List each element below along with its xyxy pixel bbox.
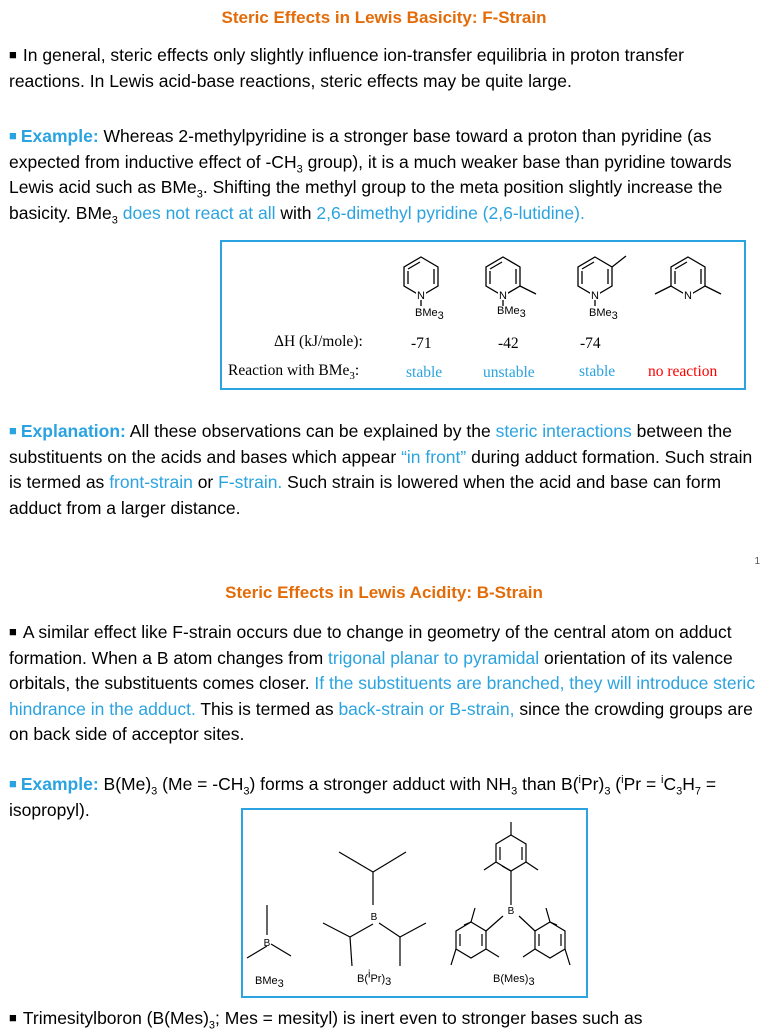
- slide1-title: Steric Effects in Lewis Basicity: F-Strain: [221, 8, 547, 27]
- slide2-title: Steric Effects in Lewis Acidity: B-Strain: [225, 583, 543, 602]
- delta-h-value: -42: [498, 335, 519, 352]
- nitrogen-label: N: [417, 290, 425, 302]
- slide2-last-paragraph: ■ Trimesitylboron ($B(Mes)_3$; Mes = mesityl) is inert even to stronger bases such as: [9, 1008, 643, 1032]
- bipr3-structure: [323, 852, 426, 966]
- adduct-label: BMe$_3$: [415, 307, 444, 323]
- slide2-intro-paragraph: ■ A similar effect like F-strain occurs due to change in geometry of the central atom on adduct formation. When a B atom changes from trigonal planar to pyramidal orientation of its valence orbitals, the substituents comes closer. If the substituents are branched, they will introduce steric hindrance in the adduct. This is termed as back-strain or B-strain, since the crowding groups are on back side of acceptor sites.: [9, 622, 756, 744]
- bullet-icon: ■: [9, 776, 17, 791]
- bullet-icon: ■: [9, 624, 17, 639]
- slide1-intro-paragraph: ■ In general, steric effects only slightly influence ion-transfer equilibria in proton transfer reactions. In Lewis acid-base reactions, steric effects may be quite large.: [9, 45, 684, 91]
- boron-label: B: [263, 938, 271, 949]
- methylpyridine-bme3-structure: [486, 257, 536, 306]
- boron-label: B: [370, 912, 378, 923]
- bullet-icon: ■: [9, 423, 17, 438]
- bmes3-label: $B(Mes)_3$: [493, 973, 535, 989]
- reaction-label: Reaction with BMe$_3$:: [228, 362, 360, 383]
- reaction-result: no reaction: [648, 363, 718, 380]
- boron-label: B: [507, 906, 515, 917]
- delta-h-value: -74: [580, 335, 601, 352]
- bipr3-label: $B(^iPr)_3$: [357, 968, 392, 989]
- adduct-label: BMe$_3$: [497, 305, 526, 321]
- reaction-result: unstable: [483, 364, 535, 381]
- slide1-explanation-paragraph: ■ Explanation: All these observations can be explained by the steric interactions between the substituents on the acids and bases which appear “in front” during adduct formation. Such strain is termed as front-strain or F-strain. Such strain is lowered when the acid and base can form adduct from a larger distance.: [9, 421, 753, 518]
- bme3-structure: [247, 905, 291, 958]
- bullet-icon: ■: [9, 1010, 17, 1025]
- slide1-example-paragraph: ■ Example: Whereas 2-methylpyridine is a stronger base toward a proton than pyridine (as expected from inductive effect of $-CH_3$ group), it is a much weaker base than pyridine towards Lewis acid such as BMe$_3$. Shifting the methyl group to the meta position slightly increase the basicity. BMe$_3$ does not react at all with 2,6-dimethyl pyridine (2,6-lutidine).: [9, 126, 732, 226]
- nitrogen-label: N: [684, 290, 692, 302]
- bmes3-structure: [451, 822, 570, 965]
- nitrogen-label: N: [499, 290, 507, 302]
- borane-structures: [243, 810, 586, 996]
- reaction-result: stable: [406, 364, 443, 381]
- adduct-label: BMe$_3$: [589, 307, 618, 323]
- bullet-icon: ■: [9, 47, 17, 62]
- pyridine-structures: [222, 242, 744, 332]
- slide2-example-paragraph: ■ Example: $B(Me)_3$ $(Me = -CH_3)$ forms a stronger adduct with $NH_3$ than $B(^iPr)_3$ ($^iPr = ^iC_3H_7$ = isopropyl).: [9, 774, 717, 820]
- meta-methylpyridine-bme3-structure: [578, 256, 626, 306]
- bme3-label: BMe$_3$: [255, 975, 284, 991]
- borane-structures-box: [241, 808, 588, 998]
- delta-h-value: -71: [411, 335, 432, 352]
- delta-h-label: ΔH (kJ/mole):: [274, 333, 363, 350]
- reaction-result: stable: [579, 363, 616, 380]
- nitrogen-label: N: [591, 290, 599, 302]
- bullet-icon: ■: [9, 128, 17, 143]
- page-number: 1: [754, 556, 760, 567]
- pyridine-comparison-box: [220, 240, 746, 390]
